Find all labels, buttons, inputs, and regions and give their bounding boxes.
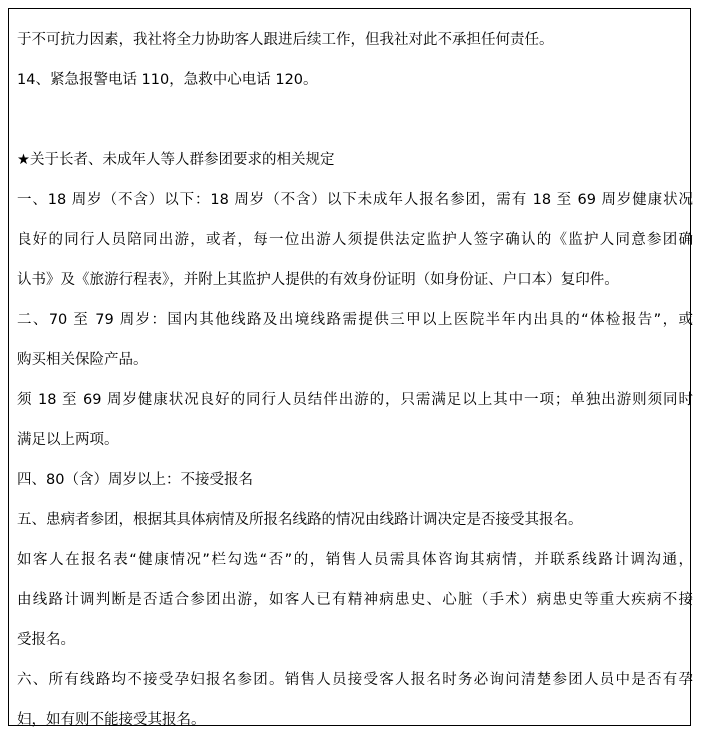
text-line-13: 五、患病者参团，根据其具体病情及所报名线路的情况由线路计调决定是否接受其报名。 (17, 512, 583, 528)
text-line-6: 良好的同行人员陪同出游，或者，每一位出游人须提供法定监护人签字确认的《监护人同意参团确 (17, 232, 693, 248)
text-line-15: 由线路计调判断是否适合参团出游，如客人已有精神病患史、心脏（手术）病患史等重大疾病不接 (17, 592, 693, 608)
text-line-2: 14、紧急报警电话 110，急救中心电话 120。 (17, 72, 318, 88)
text-line-18: 妇，如有则不能接受其报名。 (17, 712, 206, 728)
text-line-7: 认书》及《旅游行程表》，并附上其监护人提供的有效身份证明（如身份证、户口本）复印件。 (17, 272, 619, 288)
text-line-5: 一、18 周岁（不含）以下：18 周岁（不含）以下未成年人报名参团，需有 18 至 69 周岁健康状况 (17, 192, 693, 208)
text-line-9: 购买相关保险产品。 (17, 352, 148, 368)
document-frame (8, 8, 691, 726)
text-line-8: 二、70 至 79 周岁：国内其他线路及出境线路需提供三甲以上医院半年内出具的“体检报告”，或 (17, 312, 693, 328)
document-body (17, 20, 693, 740)
section-heading: ★关于长者、未成年人等人群参团要求的相关规定 (17, 152, 335, 168)
text-line-17: 六、所有线路均不接受孕妇报名参团。销售人员接受客人报名时务必询问清楚参团人员中是否有孕 (17, 672, 693, 688)
text-line-16: 受报名。 (17, 632, 75, 648)
text-line-1: 于不可抗力因素，我社将全力协助客人跟进后续工作，但我社对此不承担任何责任。 (17, 32, 554, 48)
text-line-11: 满足以上两项。 (17, 432, 119, 448)
text-line-12: 四、80（含）周岁以上：不接受报名 (17, 472, 253, 488)
text-line-10: 须 18 至 69 周岁健康状况良好的同行人员结伴出游的，只需满足以上其中一项；单独出游则须同时 (17, 392, 693, 408)
blank-line (17, 100, 693, 140)
text-line-14: 如客人在报名表“健康情况”栏勾选“否”的，销售人员需具体咨询其病情，并联系线路计调沟通， (17, 552, 693, 568)
